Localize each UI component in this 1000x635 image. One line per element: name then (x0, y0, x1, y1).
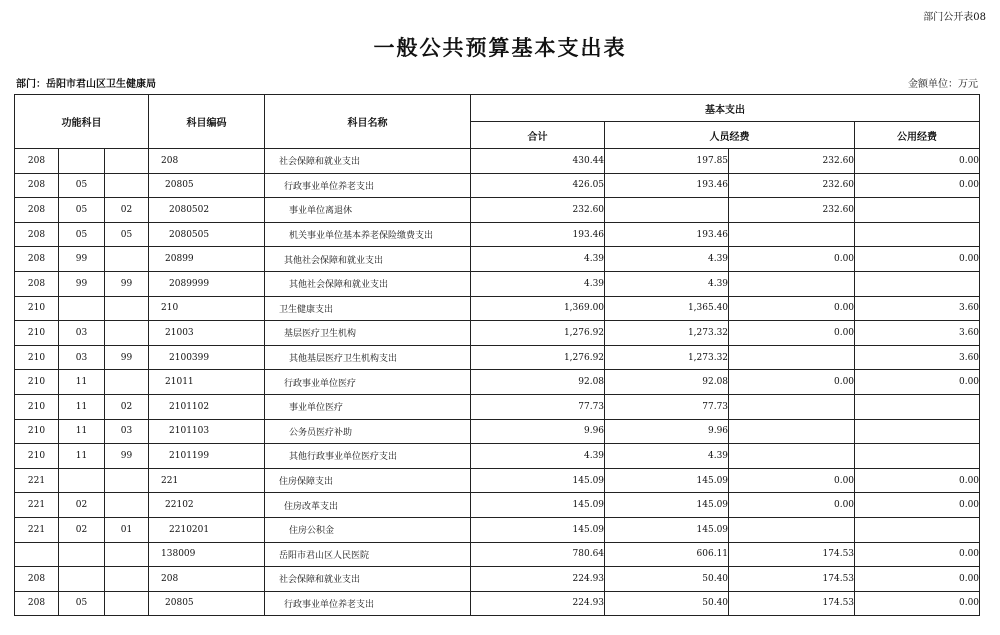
personnel-cell: 1,273.32 (605, 345, 729, 370)
subject-code-cell: 21003 (149, 321, 265, 346)
function-code-level2: 05 (59, 222, 105, 247)
function-code-level3 (105, 296, 149, 321)
subject-name-cell: 其他基层医疗卫生机构支出 (265, 345, 471, 370)
subject-code-cell: 2080502 (149, 198, 265, 223)
function-code-level2: 99 (59, 271, 105, 296)
public-expense-cell: 0.00 (855, 591, 980, 616)
department-label: 部门：岳阳市君山区卫生健康局 (16, 79, 156, 90)
function-code-level1: 210 (15, 419, 59, 444)
function-code-level1: 208 (15, 271, 59, 296)
function-code-level1: 210 (15, 444, 59, 469)
form-number-tag: 部门公开表08 (923, 12, 986, 23)
personnel-cell: 50.40 (605, 591, 729, 616)
total-cell: 426.05 (471, 173, 605, 198)
subject-name-cell: 其他社会保障和就业支出 (265, 271, 471, 296)
table-row (15, 517, 980, 542)
subject-name-cell: 事业单位医疗 (265, 394, 471, 419)
public-expense-cell: 3.60 (855, 345, 980, 370)
subject-name-cell: 事业单位离退休 (265, 198, 471, 223)
function-code-level2: 02 (59, 493, 105, 518)
subject-name-cell: 社会保障和就业支出 (265, 567, 471, 592)
subject-name-cell: 岳阳市君山区人民医院 (265, 542, 471, 567)
table-row (15, 493, 980, 518)
total-cell: 1,369.00 (471, 296, 605, 321)
public-expense-cell: 0.00 (855, 370, 980, 395)
subject-code-cell: 2101102 (149, 394, 265, 419)
function-code-level2: 03 (59, 345, 105, 370)
personnel-retiree-cell: 0.00 (729, 468, 855, 493)
subject-code-cell: 208 (149, 149, 265, 174)
table-row (15, 173, 980, 198)
personnel-cell: 4.39 (605, 444, 729, 469)
table-row (15, 247, 980, 272)
header-public: 公用经费 (855, 122, 980, 149)
table-row (15, 542, 980, 567)
total-cell: 224.93 (471, 591, 605, 616)
subject-code-cell: 2100399 (149, 345, 265, 370)
personnel-retiree-cell (729, 444, 855, 469)
function-code-level2: 11 (59, 394, 105, 419)
personnel-cell: 606.11 (605, 542, 729, 567)
subject-name-cell: 公务员医疗补助 (265, 419, 471, 444)
subject-code-cell: 2210201 (149, 517, 265, 542)
subject-code-cell: 2101103 (149, 419, 265, 444)
subject-name-cell: 基层医疗卫生机构 (265, 321, 471, 346)
total-cell: 1,276.92 (471, 321, 605, 346)
personnel-cell: 1,273.32 (605, 321, 729, 346)
function-code-level3 (105, 493, 149, 518)
function-code-level3: 05 (105, 222, 149, 247)
subject-name-cell: 其他行政事业单位医疗支出 (265, 444, 471, 469)
subject-name-cell: 住房公积金 (265, 517, 471, 542)
subject-code-cell: 20805 (149, 591, 265, 616)
function-code-level2: 99 (59, 247, 105, 272)
function-code-level1 (15, 542, 59, 567)
total-cell: 4.39 (471, 444, 605, 469)
function-code-level1: 208 (15, 173, 59, 198)
public-expense-cell: 0.00 (855, 247, 980, 272)
function-code-level2: 05 (59, 591, 105, 616)
public-expense-cell: 0.00 (855, 149, 980, 174)
personnel-cell: 4.39 (605, 247, 729, 272)
budget-table (14, 94, 980, 616)
total-cell: 77.73 (471, 394, 605, 419)
total-cell: 224.93 (471, 567, 605, 592)
personnel-retiree-cell: 0.00 (729, 296, 855, 321)
subject-name-cell: 行政事业单位医疗 (265, 370, 471, 395)
personnel-retiree-cell: 174.53 (729, 542, 855, 567)
public-expense-cell: 0.00 (855, 542, 980, 567)
personnel-retiree-cell: 0.00 (729, 493, 855, 518)
function-code-level2: 05 (59, 198, 105, 223)
personnel-retiree-cell: 232.60 (729, 173, 855, 198)
total-cell: 145.09 (471, 493, 605, 518)
personnel-cell: 92.08 (605, 370, 729, 395)
function-code-level1: 221 (15, 468, 59, 493)
function-code-level1: 210 (15, 370, 59, 395)
public-expense-cell: 0.00 (855, 567, 980, 592)
function-code-level2 (59, 468, 105, 493)
function-code-level3 (105, 591, 149, 616)
function-code-level2: 11 (59, 370, 105, 395)
subject-name-cell: 行政事业单位养老支出 (265, 173, 471, 198)
subject-code-cell: 138009 (149, 542, 265, 567)
function-code-level3: 02 (105, 394, 149, 419)
public-expense-cell (855, 517, 980, 542)
personnel-cell: 145.09 (605, 468, 729, 493)
public-expense-cell (855, 394, 980, 419)
table-row (15, 198, 980, 223)
total-cell: 145.09 (471, 468, 605, 493)
public-expense-cell: 0.00 (855, 468, 980, 493)
header-subject-code: 科目编码 (149, 95, 265, 149)
personnel-retiree-cell: 0.00 (729, 247, 855, 272)
subject-name-cell: 社会保障和就业支出 (265, 149, 471, 174)
function-code-level2 (59, 296, 105, 321)
function-code-level2 (59, 542, 105, 567)
function-code-level1: 208 (15, 247, 59, 272)
page-title: 一般公共预算基本支出表 (373, 35, 627, 60)
personnel-retiree-cell: 232.60 (729, 149, 855, 174)
function-code-level3: 99 (105, 345, 149, 370)
personnel-retiree-cell (729, 222, 855, 247)
table-body (15, 149, 980, 616)
personnel-retiree-cell: 0.00 (729, 370, 855, 395)
table-row (15, 321, 980, 346)
table-row (15, 345, 980, 370)
function-code-level2: 03 (59, 321, 105, 346)
personnel-cell: 9.96 (605, 419, 729, 444)
function-code-level1: 210 (15, 394, 59, 419)
function-code-level1: 210 (15, 321, 59, 346)
public-expense-cell (855, 198, 980, 223)
subject-code-cell: 2089999 (149, 271, 265, 296)
subject-name-cell: 住房保障支出 (265, 468, 471, 493)
personnel-cell: 1,365.40 (605, 296, 729, 321)
personnel-cell: 50.40 (605, 567, 729, 592)
subject-name-cell: 机关事业单位基本养老保险缴费支出 (265, 222, 471, 247)
total-cell: 145.09 (471, 517, 605, 542)
total-cell: 430.44 (471, 149, 605, 174)
function-code-level1: 208 (15, 222, 59, 247)
function-code-level3: 03 (105, 419, 149, 444)
personnel-retiree-cell (729, 517, 855, 542)
personnel-cell: 193.46 (605, 173, 729, 198)
function-code-level1: 221 (15, 517, 59, 542)
table-row (15, 591, 980, 616)
subject-name-cell: 住房改革支出 (265, 493, 471, 518)
function-code-level1: 210 (15, 345, 59, 370)
subject-name-cell: 卫生健康支出 (265, 296, 471, 321)
total-cell: 92.08 (471, 370, 605, 395)
function-code-level2: 11 (59, 444, 105, 469)
function-code-level3: 01 (105, 517, 149, 542)
public-expense-cell: 0.00 (855, 173, 980, 198)
function-code-level3: 99 (105, 444, 149, 469)
personnel-retiree-cell: 174.53 (729, 567, 855, 592)
subject-name-cell: 其他社会保障和就业支出 (265, 247, 471, 272)
function-code-level2: 11 (59, 419, 105, 444)
public-expense-cell (855, 271, 980, 296)
total-cell: 4.39 (471, 247, 605, 272)
function-code-level3 (105, 370, 149, 395)
subject-code-cell: 20805 (149, 173, 265, 198)
function-code-level2 (59, 149, 105, 174)
public-expense-cell (855, 444, 980, 469)
subject-code-cell: 21011 (149, 370, 265, 395)
function-code-level1: 208 (15, 149, 59, 174)
subject-code-cell: 208 (149, 567, 265, 592)
subject-code-cell: 22102 (149, 493, 265, 518)
function-code-level3: 02 (105, 198, 149, 223)
personnel-retiree-cell: 0.00 (729, 321, 855, 346)
personnel-retiree-cell (729, 394, 855, 419)
public-expense-cell (855, 419, 980, 444)
personnel-cell: 145.09 (605, 493, 729, 518)
header-function-subject: 功能科目 (15, 95, 149, 149)
table-row (15, 468, 980, 493)
subject-code-cell: 20899 (149, 247, 265, 272)
public-expense-cell: 3.60 (855, 321, 980, 346)
function-code-level1: 208 (15, 591, 59, 616)
function-code-level1: 208 (15, 198, 59, 223)
function-code-level3 (105, 173, 149, 198)
personnel-retiree-cell: 232.60 (729, 198, 855, 223)
personnel-retiree-cell (729, 345, 855, 370)
function-code-level3 (105, 149, 149, 174)
function-code-level2: 02 (59, 517, 105, 542)
personnel-retiree-cell (729, 271, 855, 296)
public-expense-cell: 3.60 (855, 296, 980, 321)
public-expense-cell: 0.00 (855, 493, 980, 518)
table-row (15, 370, 980, 395)
function-code-level3 (105, 247, 149, 272)
public-expense-cell (855, 222, 980, 247)
function-code-level3: 99 (105, 271, 149, 296)
table-row (15, 222, 980, 247)
personnel-cell: 197.85 (605, 149, 729, 174)
subject-code-cell: 221 (149, 468, 265, 493)
header-personnel: 人员经费 (605, 122, 855, 149)
subject-code-cell: 210 (149, 296, 265, 321)
table-row (15, 296, 980, 321)
table-row (15, 271, 980, 296)
function-code-level3 (105, 542, 149, 567)
personnel-cell: 4.39 (605, 271, 729, 296)
total-cell: 4.39 (471, 271, 605, 296)
table-row (15, 444, 980, 469)
total-cell: 232.60 (471, 198, 605, 223)
header-subject-name: 科目名称 (265, 95, 471, 149)
function-code-level1: 221 (15, 493, 59, 518)
subject-name-cell: 行政事业单位养老支出 (265, 591, 471, 616)
function-code-level3 (105, 567, 149, 592)
header-basic-expenditure: 基本支出 (471, 95, 980, 122)
personnel-cell: 145.09 (605, 517, 729, 542)
function-code-level3 (105, 468, 149, 493)
total-cell: 9.96 (471, 419, 605, 444)
function-code-level1: 208 (15, 567, 59, 592)
header-total: 合计 (471, 122, 605, 149)
personnel-cell: 77.73 (605, 394, 729, 419)
personnel-retiree-cell: 174.53 (729, 591, 855, 616)
total-cell: 193.46 (471, 222, 605, 247)
subject-code-cell: 2080505 (149, 222, 265, 247)
personnel-retiree-cell (729, 419, 855, 444)
table-row (15, 567, 980, 592)
function-code-level1: 210 (15, 296, 59, 321)
table-row (15, 149, 980, 174)
personnel-cell: 193.46 (605, 222, 729, 247)
function-code-level2: 05 (59, 173, 105, 198)
total-cell: 1,276.92 (471, 345, 605, 370)
personnel-cell (605, 198, 729, 223)
total-cell: 780.64 (471, 542, 605, 567)
table-row (15, 394, 980, 419)
table-row (15, 419, 980, 444)
function-code-level3 (105, 321, 149, 346)
function-code-level2 (59, 567, 105, 592)
subject-code-cell: 2101199 (149, 444, 265, 469)
unit-label: 金额单位：万元 (908, 79, 978, 90)
